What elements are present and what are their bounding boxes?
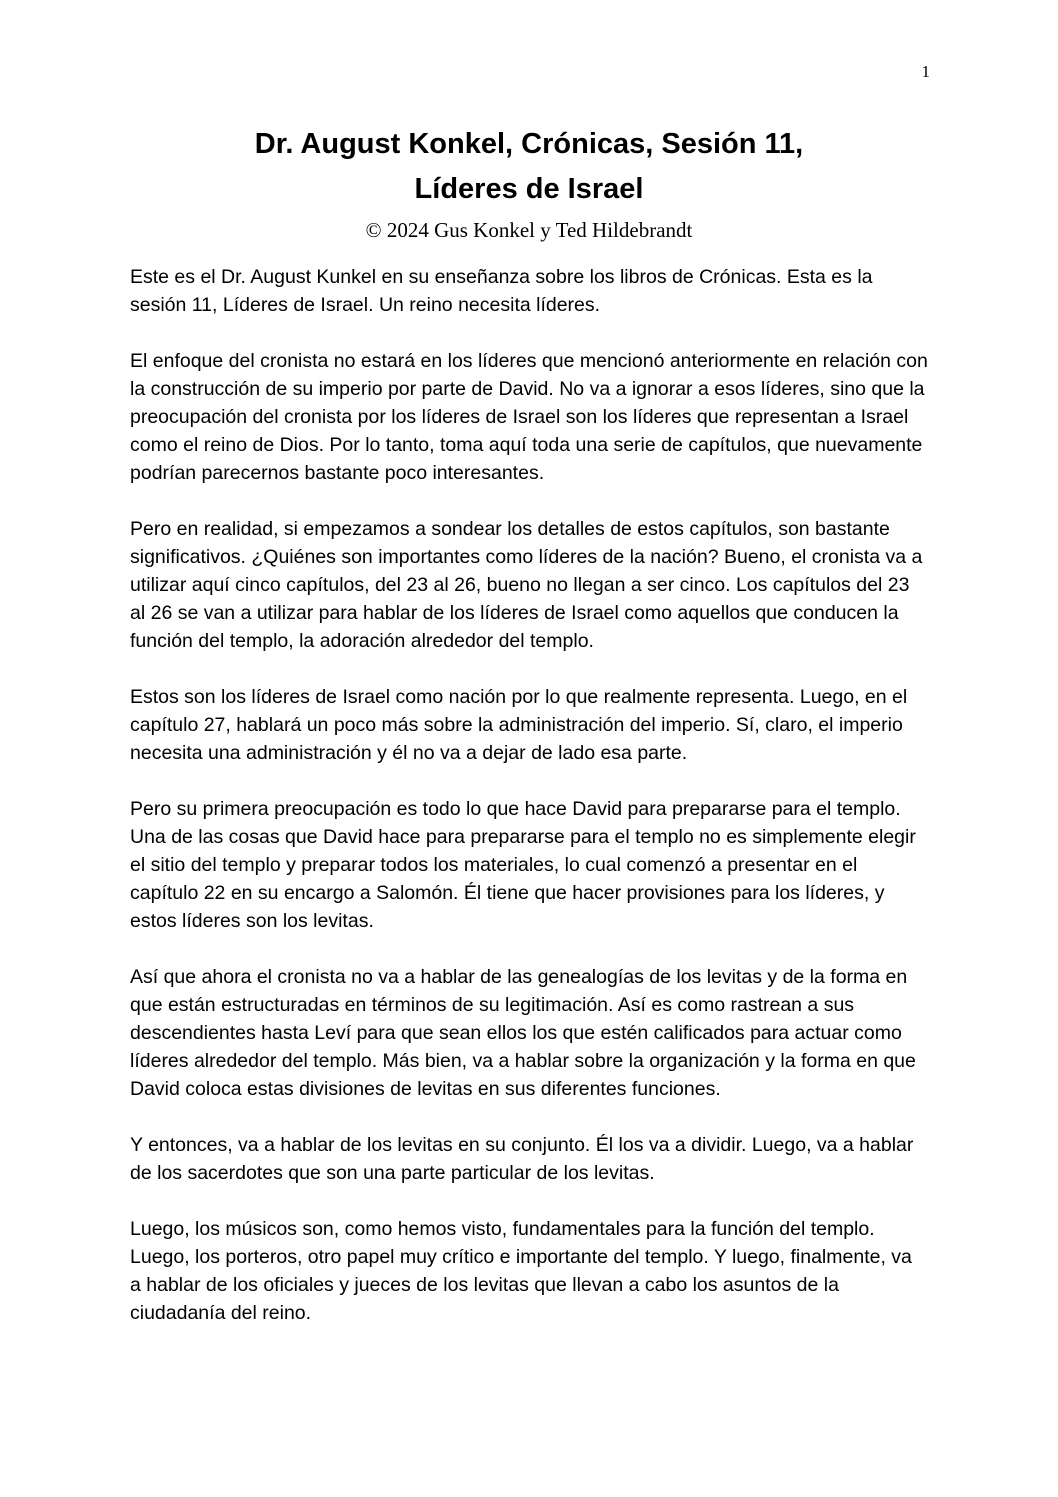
paragraph: Pero en realidad, si empezamos a sondear los detalles de estos capítulos, son bastante significativos. ¿Quiénes son importantes como líderes de la nación? Bueno, el cronista va a utilizar aquí cinco capítulos, del 23 al 26, bueno no llegan a ser cinco. Los capítulos del 23 al 26 se van a utilizar para hablar de los líderes de Israel como aquellos que conducen la función del templo, la adoración alrededor del templo. [130, 517, 923, 652]
copyright-line: © 2024 Gus Konkel y Ted Hildebrandt [365, 217, 693, 242]
page-number: 1 [921, 62, 930, 81]
paragraph: Estos son los líderes de Israel como nación por lo que realmente representa. Luego, en el capítulo 27, hablará un poco más sobre la administración del imperio. Sí, claro, el imperio necesita una administración y él no va a dejar de lado esa parte. [130, 685, 908, 764]
document-body [130, 263, 928, 1327]
paragraph: El enfoque del cronista no estará en los líderes que mencionó anteriormente en relación con la construcción de su imperio por parte de David. No va a ignorar a esos líderes, sino que la preocupación del cronista por los líderes de Israel son los líderes que representan a Israel como el reino de Dios. Por lo tanto, toma aquí toda una serie de capítulos, que nuevamente podrían parecernos bastante poco interesantes. [130, 349, 928, 484]
paragraph: Y entonces, va a hablar de los levitas en su conjunto. Él los va a dividir. Luego, va a hablar de los sacerdotes que son una parte particular de los levitas. [130, 1133, 914, 1184]
paragraph: Luego, los músicos son, como hemos visto, fundamentales para la función del templo. Luego, los porteros, otro papel muy crítico e importante del templo. Y luego, finalmente, va a hablar de los oficiales y jueces de los levitas que llevan a cabo los asuntos de la ciudadanía del reino. [130, 1217, 912, 1324]
document-title-line-1: Dr. August Konkel, Crónicas, Sesión 11, [254, 128, 804, 160]
paragraph: Este es el Dr. August Kunkel en su enseñanza sobre los libros de Crónicas. Esta es la sesión 11, Líderes de Israel. Un reino necesita líderes. [130, 265, 873, 316]
document-title-line-2: Líderes de Israel [414, 172, 644, 205]
document-title [130, 122, 928, 212]
paragraph: Así que ahora el cronista no va a hablar de las genealogías de los levitas y de la forma en que están estructuradas en términos de su legitimación. Así es como rastrean a sus descendientes hasta Leví para que sean ellos los que estén calificados para actuar como líderes alrededor del templo. Más bien, va a hablar sobre la organización y la forma en que David coloca estas divisiones de levitas en sus diferentes funciones. [130, 965, 916, 1100]
paragraph: Pero su primera preocupación es todo lo que hace David para prepararse para el templo. Una de las cosas que David hace para prepararse para el templo no es simplemente elegir el sitio del templo y preparar todos los materiales, lo cual comenzó a presentar en el capítulo 22 en su encargo a Salomón. Él tiene que hacer provisiones para los líderes, y estos líderes son los levitas. [130, 797, 916, 932]
